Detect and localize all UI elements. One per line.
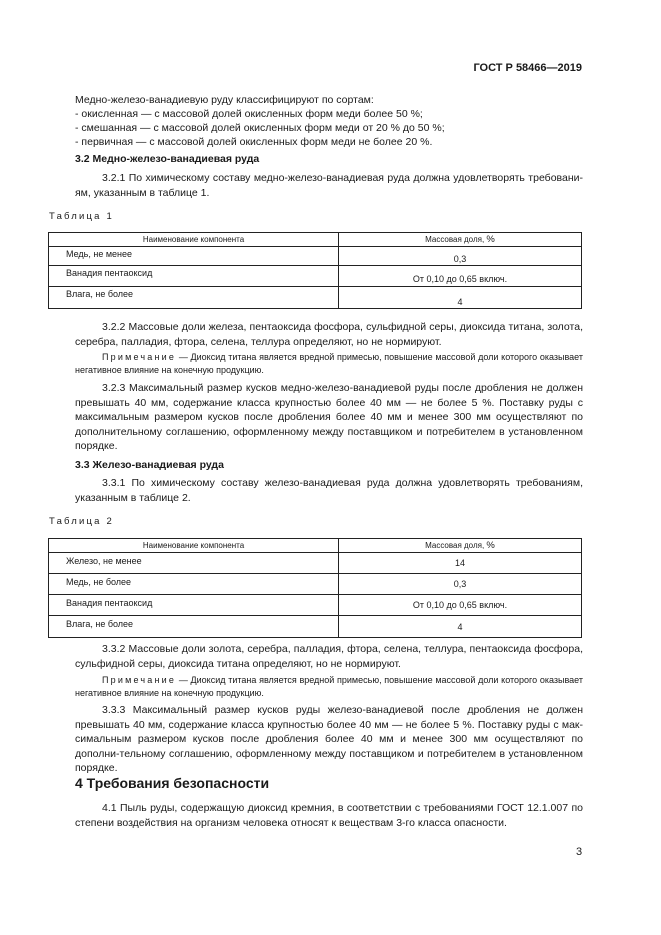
paragraph-3-3-1: 3.3.1 По химическому составу железо-ванадиевая руда должна удовлетворять требованиям, указанным в таблице 2. [75, 477, 583, 504]
table-2-col-mass-label: Массовая доля, [425, 541, 485, 550]
note-3-2 [75, 351, 583, 377]
table-2-col-name: Наименование компонента [49, 539, 339, 553]
table-1-col-mass-unit: % [486, 234, 495, 245]
table-2-row-4-name: Влага, не более [49, 616, 339, 638]
intro-lead: Медно-железо-ванадиевую руду классифицируют по сортам: [75, 94, 374, 106]
table-1-row-3-value: 4 [339, 287, 582, 309]
table-row [49, 287, 582, 309]
table-2-row-3-name: Ванадия пентаоксид [49, 595, 339, 616]
table-1-col-mass-label: Массовая доля, [425, 235, 485, 244]
table-2-row-4-value: 4 [339, 616, 582, 638]
table-1 [48, 232, 582, 309]
paragraph-3-2-3: 3.2.3 Максимальный размер кусков медно-железо-ванадиевой руды после дробления не должен превышать 40 мм, содержание класса крупностью более 40 мм — не более 5 %. Поставку руды с максимальным размером кусков после дробления более 40 мм и менее 300 мм осуществляют по дополнительному соглашению, оформленному между поставщиком и потребителем в установленном порядке. [75, 382, 583, 452]
table-row [49, 595, 582, 616]
section-3-2-heading: 3.2 Медно-железо-ванадиевая руда [75, 153, 260, 165]
paragraph-3-3-2: 3.3.2 Массовые доли золота, серебра, палладия, фтора, селена, теллура, пентаоксида фосфора, сульфидной серы, диоксида титана определяют, но не нормируют. [75, 643, 583, 670]
table-2-row-2-value: 0,3 [339, 574, 582, 595]
table-1-col-mass [339, 233, 582, 247]
table-2-header-row [49, 539, 582, 553]
table-2-caption: Таблица 2 [49, 516, 114, 527]
table-2-row-2-name: Медь, не более [49, 574, 339, 595]
table-1-row-1-name: Медь, не менее [49, 247, 339, 266]
table-1-col-name: Наименование компонента [49, 233, 339, 247]
table-2-row-1-value: 14 [339, 553, 582, 574]
section-4-heading: 4 Требования безопасности [75, 775, 270, 791]
intro-item-oxidized: - окисленная — с массовой долей окисленных форм меди более 50 %; [75, 108, 423, 120]
note-3-3 [75, 674, 583, 700]
table-1-row-2-value: От 0,10 до 0,65 включ. [339, 266, 582, 287]
note-text: — Диоксид титана является вредной примесью, повышение массовой доли которого оказывает негативное влияние на конечную продукцию. [75, 675, 583, 698]
table-2-col-mass [339, 539, 582, 553]
note-label: Примечание [102, 352, 177, 362]
paragraph-3-2-1: 3.2.1 По химическому составу медно-железо-ванадиевая руда должна удовлетворять требовани-ям, указанным в таблице 1. [75, 172, 583, 199]
table-2-col-mass-unit: % [486, 540, 495, 551]
table-2-row-1-name: Железо, не менее [49, 553, 339, 574]
table-1-caption: Таблица 1 [49, 211, 114, 222]
note-text: — Диоксид титана является вредной примесью, повышение массовой доли которого оказывает негативное влияние на конечную продукцию. [75, 352, 583, 375]
intro-item-primary: - первичная — с массовой долей окисленных форм меди не более 20 %. [75, 136, 433, 148]
intro-item-mixed: - смешанная — с массовой долей окисленных форм меди от 20 % до 50 %; [75, 122, 445, 134]
table-1-row-1-value: 0,3 [339, 247, 582, 266]
paragraph-3-3-3: 3.3.3 Максимальный размер кусков руды железо-ванадиевой после дробления не должен превышать 40 мм, содержание класса крупностью более 40 мм — не более 5 %. Поставку руды с мак-симальным размером кусков после дробления более 40 мм и менее 300 мм осуществляют по дополни-тельному соглашению, оформленному между поставщиком и потребителем в установленном порядке. [75, 704, 583, 774]
table-2-row-3-value: От 0,10 до 0,65 включ. [339, 595, 582, 616]
document-header-id: ГОСТ Р 58466—2019 [473, 62, 582, 74]
table-row [49, 574, 582, 595]
table-1-header-row [49, 233, 582, 247]
paragraph-3-2-2: 3.2.2 Массовые доли железа, пентаоксида фосфора, сульфидной серы, диоксида титана, золота, серебра, палладия, фтора, селена, теллура определяют, но не нормируют. [75, 321, 583, 348]
table-2 [48, 538, 582, 638]
table-row [49, 266, 582, 287]
table-1-row-3-name: Влага, не более [49, 287, 339, 309]
paragraph-4-1: 4.1 Пыль руды, содержащую диоксид кремния, в соответствии с требованиями ГОСТ 12.1.007 по степени воздействия на организм человека относят к веществам 3-го класса опасности. [75, 802, 583, 829]
note-label: Примечание [102, 675, 177, 685]
table-row [49, 247, 582, 266]
table-1-row-2-name: Ванадия пентаоксид [49, 266, 339, 287]
table-row [49, 553, 582, 574]
page-number: 3 [576, 846, 583, 858]
table-row [49, 616, 582, 638]
section-3-3-heading: 3.3 Железо-ванадиевая руда [75, 459, 224, 471]
